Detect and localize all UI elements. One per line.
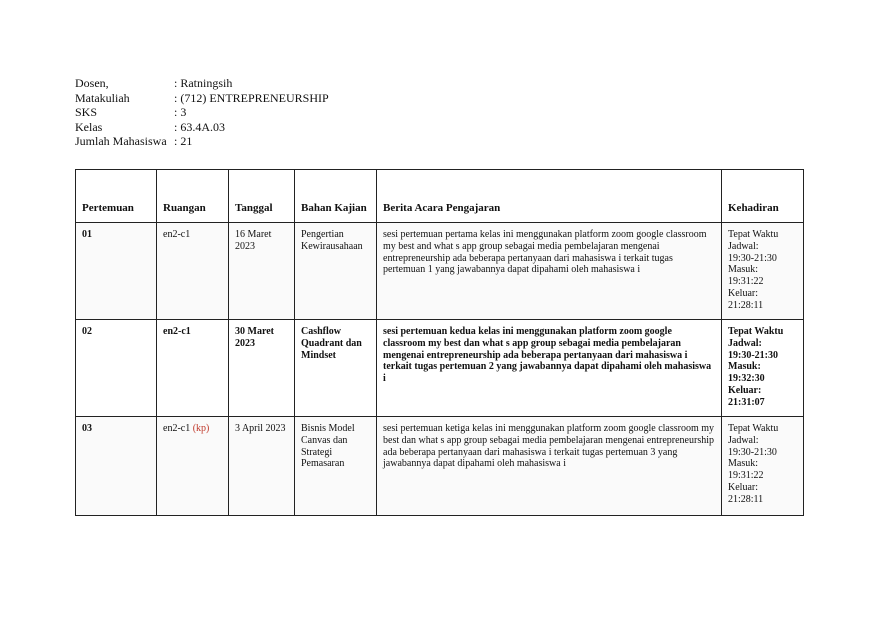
keluar-value: 21:28:11 <box>728 493 764 505</box>
kehadiran-cell <box>722 223 804 320</box>
jadwal-label: Jadwal: <box>728 337 762 349</box>
pertemuan-cell: 01 <box>76 223 157 320</box>
ruangan-cell <box>157 223 229 320</box>
masuk-label: Masuk: <box>728 458 758 470</box>
table-header-row <box>76 170 804 223</box>
dosen-label: Dosen, <box>75 76 109 90</box>
ruangan-note: (kp) <box>192 423 210 434</box>
masuk-value: 19:32:30 <box>728 373 765 385</box>
dosen-value: : Ratningsih <box>174 76 233 90</box>
jadwal-label: Jadwal: <box>728 434 759 446</box>
berita-cell: sesi pertemuan ketiga kelas ini menggunakan platform zoom google classroom my best dan what s app group sebagai media pembelajaran mengenai entrepreneurship ada beberapa pertanyaan dari mahasiswa i terkait tugas pertemuan 3 yang jawabannya dapat dipahami oleh mahasiswa i <box>377 417 722 516</box>
ruangan-text: en2-c1 <box>163 423 191 434</box>
table-row <box>76 417 804 516</box>
status-text: Tepat Waktu <box>728 326 784 337</box>
sks-row <box>75 105 329 120</box>
masuk-value: 19:31:22 <box>728 470 764 482</box>
keluar-label: Keluar: <box>728 287 758 299</box>
col-header-pertemuan: Pertemuan <box>76 170 157 223</box>
col-header-tanggal: Tanggal <box>229 170 295 223</box>
tanggal-cell: 30 Maret 2023 <box>229 320 295 417</box>
pertemuan-cell: 03 <box>76 417 157 516</box>
jadwal-value: 19:30-21:30 <box>728 252 777 264</box>
masuk-label: Masuk: <box>728 361 761 373</box>
dosen-row <box>75 76 329 91</box>
bahan-cell: Bisnis Model Canvas dan Strategi Pemasaran <box>295 417 377 516</box>
kehadiran-cell <box>722 417 804 516</box>
kelas-label: Kelas <box>75 119 103 134</box>
matakuliah-value: : (712) ENTREPRENEURSHIP <box>174 90 329 105</box>
matakuliah-row <box>75 91 329 106</box>
col-header-ruangan: Ruangan <box>157 170 229 223</box>
course-info <box>75 76 329 149</box>
sks-value: : 3 <box>174 105 187 119</box>
keluar-label: Keluar: <box>728 384 762 396</box>
kehadiran-cell <box>722 320 804 417</box>
table-row <box>76 223 804 320</box>
status-text: Tepat Waktu <box>728 423 779 434</box>
masuk-value: 19:31:22 <box>728 276 764 288</box>
ruangan-text: en2-c1 <box>163 229 191 240</box>
jadwal-value: 19:30-21:30 <box>728 349 778 361</box>
tanggal-cell: 16 Maret 2023 <box>229 223 295 320</box>
sks-label: SKS <box>75 105 98 119</box>
bahan-cell: Cashflow Quadrant dan Mindset <box>295 320 377 417</box>
col-header-kehadiran: Kehadiran <box>722 170 804 223</box>
bahan-cell: Pengertian Kewirausahaan <box>295 223 377 320</box>
col-header-berita: Berita Acara Pengajaran <box>377 170 722 223</box>
tanggal-cell: 3 April 2023 <box>229 417 295 516</box>
col-header-bahan: Bahan Kajian <box>295 170 377 223</box>
berita-cell: sesi pertemuan pertama kelas ini menggunakan platform zoom google classroom my best and what s app group sebagai media pembelajaran mengenai entrepreneurship ada beberapa pertanyaan dari mahasiswa i terkait tugas pertemuan 1 yang jawabannya dapat dipahami oleh mahasiswa i <box>377 223 722 320</box>
ruangan-cell <box>157 320 229 417</box>
attendance-table <box>75 169 804 516</box>
jadwal-value: 19:30-21:30 <box>728 446 777 458</box>
keluar-label: Keluar: <box>728 481 758 493</box>
keluar-value: 21:28:11 <box>728 299 764 311</box>
ruangan-text: en2-c1 <box>163 326 191 337</box>
ruangan-cell <box>157 417 229 516</box>
berita-cell: sesi pertemuan kedua kelas ini menggunakan platform zoom google classroom my best dan what s app group sebagai media pembelajaran mengenai entrepreneurship ada beberapa pertanyaan dari mahasiswa i terkait tugas pertemuan 2 yang jawabannya dapat dipahami oleh mahasiswa i <box>377 320 722 417</box>
matakuliah-label: Matakuliah <box>75 90 130 105</box>
keluar-value: 21:31:07 <box>728 396 765 408</box>
pertemuan-cell: 02 <box>76 320 157 417</box>
jumlah-row <box>75 134 329 149</box>
status-text: Tepat Waktu <box>728 229 779 240</box>
masuk-label: Masuk: <box>728 264 758 276</box>
kelas-value: : 63.4A.03 <box>174 119 225 134</box>
kelas-row <box>75 120 329 135</box>
table-row <box>76 320 804 417</box>
jumlah-value: : 21 <box>174 134 193 148</box>
jadwal-label: Jadwal: <box>728 240 759 252</box>
jumlah-label: Jumlah Mahasiswa <box>75 134 167 148</box>
